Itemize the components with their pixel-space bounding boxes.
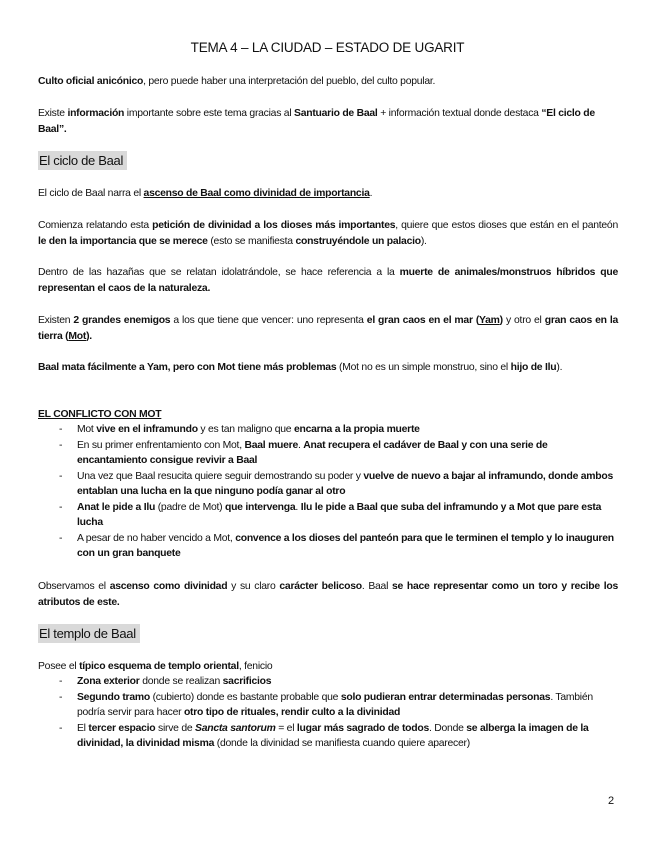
section-heading-templo: El templo de Baal [38,624,140,643]
page-title: TEMA 4 – LA CIUDAD – ESTADO DE UGARIT [190,40,465,55]
ciclo-paragraph-1: El ciclo de Baal narra el ascenso de Baal como divinidad de importancia. [38,188,373,199]
list-item: - Segundo tramo (cubierto) donde es bastante probable que solo pudieran entrar determinadas personas. También podría servir para hacer otro tipo de rituales, rendir culto a la divinidad [59,691,593,718]
ciclo-paragraph-4: Existen 2 grandes enemigos a los que tiene que vencer: uno representa el gran caos en el mar (Yam) y otro el gran caos en la tierra (Mot). [38,315,618,342]
conflict-list [38,422,620,562]
list-item: - A pesar de no haber vencido a Mot, convence a los dioses del panteón para que le terminen el templo y lo inauguren con un gran banquete [59,532,614,559]
list-item: - Zona exterior donde se realizan sacrificios [38,674,620,690]
section-heading-ciclo: El ciclo de Baal [38,151,127,170]
templo-paragraph-1: Posee el típico esquema de templo oriental, fenicio [38,661,273,672]
intro-paragraph-2: Existe información importante sobre este tema gracias al Santuario de Baal + información textual donde destaca “El ciclo de Baal”. [38,108,595,135]
bullet-dash: - [59,501,63,513]
list-item: - Mot vive en el inframundo y es tan maligno que encarna a la propia muerte [38,422,620,438]
bullet-dash: - [59,424,63,435]
templo-list [38,674,620,752]
ciclo-paragraph-5: Baal mata fácilmente a Yam, pero con Mot tiene más problemas (Mot no es un simple monstruo, sino el hijo de Ilu). [38,362,563,373]
conflict-heading: EL CONFLICTO CON MOT [38,409,162,420]
list-item: - El tercer espacio sirve de Sancta santorum = el lugar más sagrado de todos. Donde se alberga la imagen de la divinidad, la divinidad misma (donde la divinidad se manifiesta cuando quiere aparecer) [59,722,589,749]
bullet-dash: - [59,722,63,734]
ciclo-paragraph-6: Observamos el ascenso como divinidad y su claro carácter belicoso. Baal se hace representar como un toro y recibe los atributos de este. [38,581,618,608]
page-number: 2 [608,795,615,807]
ciclo-paragraph-3: Dentro de las hazañas que se relatan idolatrándole, se hace referencia a la muerte de animales/monstruos híbridos que representan el caos de la naturaleza. [38,267,619,294]
ciclo-paragraph-2: Comienza relatando esta petición de divinidad a los dioses más importantes, quiere que estos dioses que están en el panteón le den la importancia que se merece (esto se manifiesta construyéndole un palacio). [38,220,618,247]
bullet-dash: - [59,439,63,451]
list-item: - Una vez que Baal resucita quiere seguir demostrando su poder y vuelve de nuevo a bajar al inframundo, donde ambos entablan una lucha en la que ninguno podía ganar al otro [59,470,613,497]
bullet-dash: - [59,532,63,544]
bullet-dash: - [59,470,63,482]
list-item: - Anat le pide a Ilu (padre de Mot) que intervenga. Ilu le pide a Baal que suba del inframundo y a Mot que pare esta lucha [59,501,602,528]
intro-paragraph-1: Culto oficial anicónico, pero puede haber una interpretación del pueblo, del culto popular. [38,76,436,87]
list-item: - En su primer enfrentamiento con Mot, Baal muere. Anat recupera el cadáver de Baal y con una serie de encantamiento consigue revivir a Baal [59,439,548,466]
bullet-dash: - [59,691,63,703]
bullet-dash: - [59,676,63,687]
